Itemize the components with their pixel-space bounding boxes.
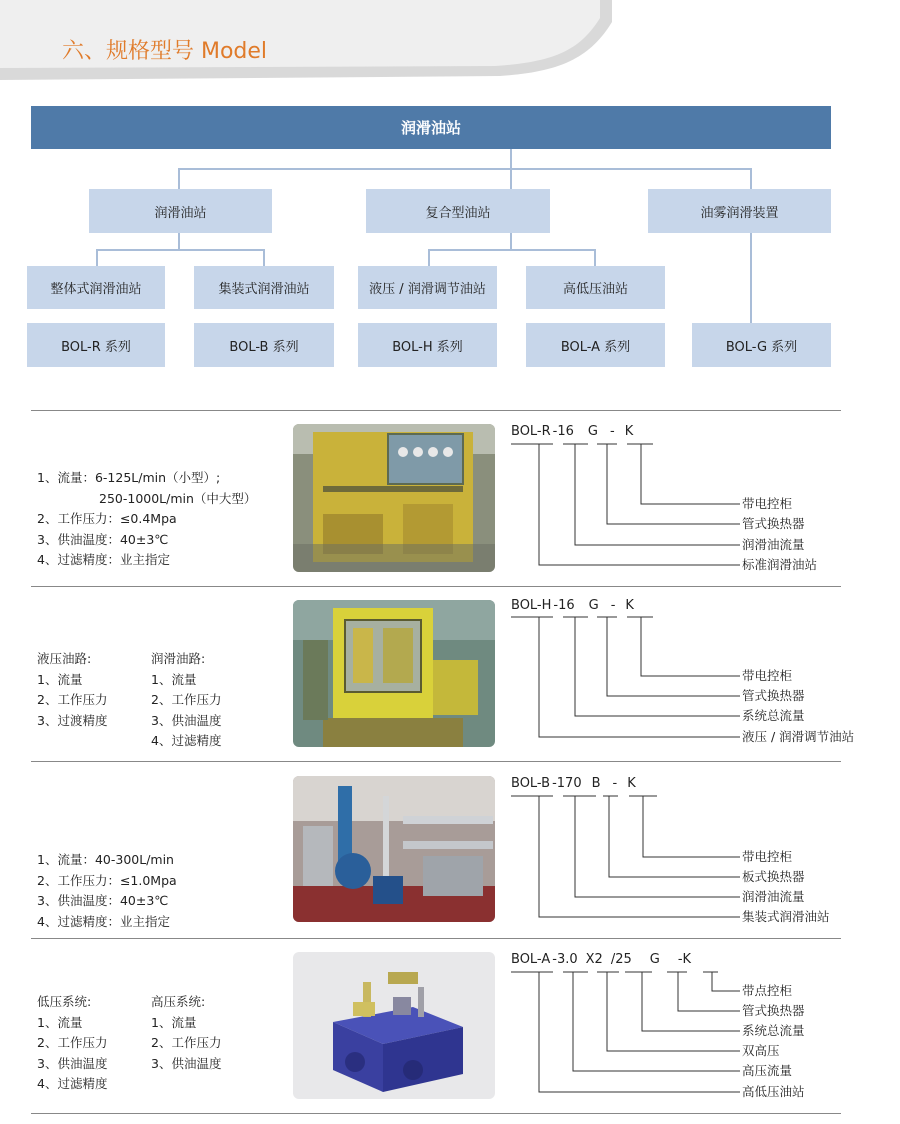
code-part: BOL-H: [511, 598, 552, 613]
code-part: /25: [610, 952, 632, 967]
code-label: 板式换热器: [742, 869, 805, 884]
code-part: X2: [585, 952, 603, 967]
series-bol-b: BOL-B 系列: [194, 323, 334, 367]
code-label: 管式换热器: [742, 688, 805, 703]
spec-line: 3、过渡精度: [37, 712, 108, 728]
spec-line: 3、供油温度: [151, 1055, 222, 1071]
code-part: G: [649, 952, 660, 967]
code-part: BOL-A: [511, 952, 551, 967]
spec-heading: 低压系统:: [37, 994, 92, 1009]
code-part: -16: [552, 424, 574, 439]
code-part: BOL-B: [511, 776, 551, 791]
spec-line: 4、过滤精度：业主指定: [37, 913, 170, 929]
spec-line: 4、过滤精度: [37, 1076, 108, 1091]
tree-root: 润滑油站: [31, 106, 831, 149]
tree-node-composite-station: 复合型油站: [366, 189, 550, 233]
code-part: G: [587, 424, 598, 439]
spec-line: 250-1000L/min（中大型）: [99, 490, 257, 506]
series-bol-a: BOL-A 系列: [526, 323, 665, 367]
series-bol-g: BOL-G 系列: [692, 323, 831, 367]
spec-line: 3、供油温度: [151, 712, 222, 728]
spec-line: 1、流量：40-300L/min: [37, 852, 174, 867]
spec-line: 2、工作压力：≤0.4Mpa: [37, 511, 177, 526]
code-label: 集装式润滑油站: [742, 909, 830, 924]
spec-heading: 高压系统:: [151, 994, 206, 1009]
code-part: K: [627, 776, 636, 791]
spec-line: 3、供油温度：40±3℃: [37, 531, 169, 547]
spec-line: 2、工作压力: [151, 1035, 222, 1050]
spec-line: 4、过滤精度: [151, 733, 222, 748]
code-part: -170: [552, 776, 582, 791]
code-label: 润滑油流量: [742, 537, 805, 552]
code-label: 带点控柜: [742, 983, 793, 998]
code-part: K: [625, 598, 634, 613]
series-bol-h: BOL-H 系列: [358, 323, 497, 367]
code-label: 带电控柜: [742, 496, 793, 511]
tree-node-packaged-station: 集装式润滑油站: [194, 266, 334, 309]
spec-line: 1、流量: [151, 671, 197, 687]
tree-node-lubrication-station: 润滑油站: [89, 189, 272, 233]
spec-line: 3、供油温度：40±3℃: [37, 893, 169, 908]
spec-line: 3、供油温度: [37, 1055, 108, 1071]
code-part: -: [612, 776, 618, 791]
series-bol-r: BOL-R 系列: [27, 323, 165, 367]
code-part: K: [624, 424, 634, 439]
code-label: 带电控柜: [742, 668, 793, 683]
page-title: 六、规格型号 Model: [62, 39, 268, 64]
code-part: -16: [553, 598, 575, 613]
spec-line: 4、过滤精度：业主指定: [37, 552, 170, 567]
spec-line: 1、流量: [37, 671, 83, 687]
code-label: 高压流量: [742, 1063, 793, 1078]
code-label: 系统总流量: [742, 1023, 805, 1038]
code-label: 润滑油流量: [742, 889, 805, 904]
code-part: -3.0: [552, 952, 578, 967]
spec-heading: 润滑油路:: [151, 651, 206, 666]
code-part: -: [610, 598, 616, 613]
code-label: 双高压: [742, 1043, 780, 1058]
spec-heading: 液压油路:: [37, 651, 92, 666]
spec-line: 1、流量：6-125L/min（小型）;: [37, 470, 221, 485]
code-label: 系统总流量: [742, 708, 805, 723]
spec-line: 1、流量: [37, 1014, 83, 1030]
code-label: 管式换热器: [742, 1003, 805, 1018]
code-part: BOL-R: [511, 424, 551, 439]
code-part: G: [588, 598, 599, 613]
spec-line: 2、工作压力：≤1.0Mpa: [37, 872, 177, 888]
spec-line: 1、流量: [151, 1014, 197, 1030]
tree-node-oil-mist-device: 油雾润滑装置: [648, 189, 831, 233]
code-label: 高低压油站: [742, 1084, 805, 1099]
code-part: -K: [677, 952, 692, 967]
code-label: 液压 / 润滑调节油站: [742, 729, 855, 744]
tree-node-hilo-pressure-station: 高低压油站: [526, 266, 665, 309]
code-label: 管式换热器: [742, 516, 805, 531]
spec-line: 2、工作压力: [151, 692, 222, 707]
code-part: -: [609, 424, 615, 439]
tree-node-integral-station: 整体式润滑油站: [27, 266, 165, 309]
code-part: B: [591, 776, 601, 791]
code-label: 标准润滑油站: [742, 557, 818, 572]
spec-line: 2、工作压力: [37, 1035, 108, 1050]
spec-line: 2、工作压力: [37, 692, 108, 707]
code-label: 带电控柜: [742, 849, 793, 864]
tree-node-hydraulic-station: 液压 / 润滑调节油站: [358, 266, 497, 309]
